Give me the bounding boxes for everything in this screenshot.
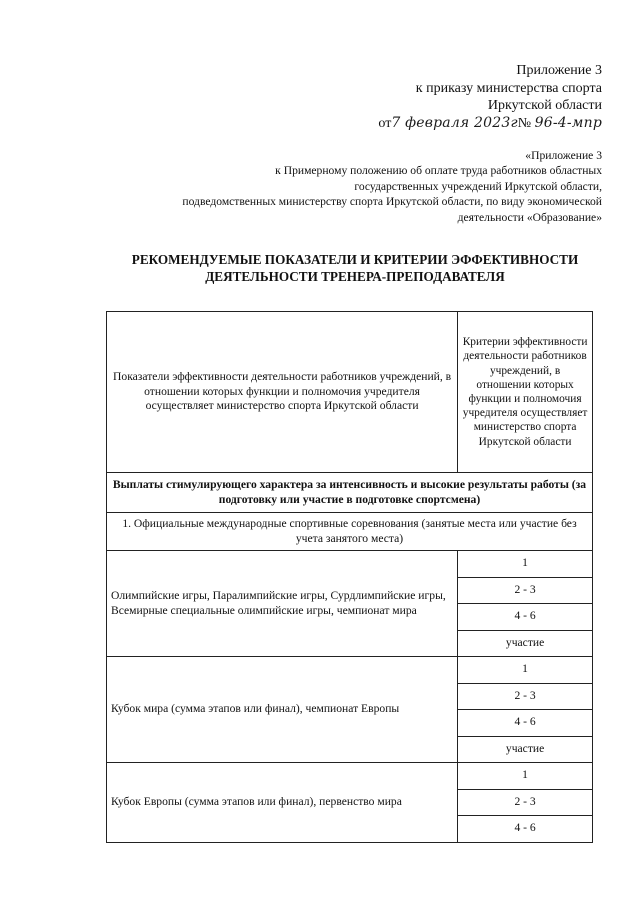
heading-line-1: РЕКОМЕНДУЕМЫЕ ПОКАЗАТЕЛИ И КРИТЕРИИ ЭФФЕКТИВНОСТИ — [131, 252, 579, 267]
subsection-row — [107, 513, 593, 551]
criterion-cell: 4 - 6 — [458, 710, 593, 737]
approval-order-line: к приказу министерства спорта — [415, 80, 602, 96]
criterion-cell: 1 — [458, 657, 593, 684]
subsection-cell: 1. Официальные международные спортивные соревнования (занятые места или участие без учета занятого места) — [107, 513, 593, 551]
table-row — [107, 551, 593, 578]
appendix-line-2: к Примерному положению об оплате труда работников областных — [275, 164, 602, 178]
heading-line-2: ДЕЯТЕЛЬНОСТИ ТРЕНЕРА-ПРЕПОДАВАТЕЛЯ — [205, 269, 505, 284]
criterion-cell: участие — [458, 630, 593, 657]
approval-region-line: Иркутской области — [487, 98, 602, 113]
appendix-line-1: «Приложение 3 — [525, 149, 602, 162]
section-title-cell: Выплаты стимулирующего характера за интенсивность и высокие результаты работы (за подготовку или участие в подготовке спортсмена) — [107, 473, 593, 513]
appendix-line-5: деятельности «Образование» — [457, 210, 602, 224]
criterion-cell: 1 — [458, 551, 593, 578]
criterion-cell: 2 - 3 — [458, 683, 593, 710]
approval-date-line — [378, 115, 602, 133]
indicator-name-cell: Кубок мира (сумма этапов или финал), чемпионат Европы — [107, 657, 458, 763]
document-heading — [110, 251, 600, 285]
table-row — [107, 763, 593, 790]
appendix-line-3: государственных учреждений Иркутской области, — [354, 179, 602, 193]
indicator-name-cell: Олимпийские игры, Паралимпийские игры, Сурдлимпийские игры, Всемирные специальные олимпийские игры, чемпионат мира — [107, 551, 458, 657]
approval-appendix-line: Приложение 3 — [516, 63, 602, 78]
criterion-cell: участие — [458, 736, 593, 763]
criteria-table — [106, 311, 593, 843]
table-header-row — [107, 312, 593, 473]
approval-number-label: № — [517, 115, 532, 131]
approval-block — [378, 62, 602, 132]
approval-date-handwritten: 7 февраля 2023г — [391, 114, 518, 131]
criterion-cell: 4 - 6 — [458, 816, 593, 843]
table-row — [107, 657, 593, 684]
appendix-line-4: подведомственных министерству спорта Иркутской области, по виду экономической — [182, 195, 602, 209]
approval-date-prefix: от — [378, 115, 392, 131]
criterion-cell: 2 - 3 — [458, 577, 593, 604]
criterion-cell: 1 — [458, 763, 593, 790]
appendix-block — [122, 148, 602, 225]
criterion-cell: 2 - 3 — [458, 789, 593, 816]
criterion-cell: 4 - 6 — [458, 604, 593, 631]
header-indicators-cell: Показатели эффективности деятельности работников учреждений, в отношении которых функции и полномочия учредителя осуществляет министерство спорта Иркутской области — [107, 312, 458, 473]
header-criteria-cell: Критерии эффективности деятельности работников учреждений, в отношении которых функции и полномочия учредителя осуществляет министерство спорта Иркутской области — [458, 312, 593, 473]
indicator-name-cell: Кубок Европы (сумма этапов или финал), первенство мира — [107, 763, 458, 843]
section-row — [107, 473, 593, 513]
approval-number-handwritten: 96-4-мпр — [534, 114, 602, 131]
